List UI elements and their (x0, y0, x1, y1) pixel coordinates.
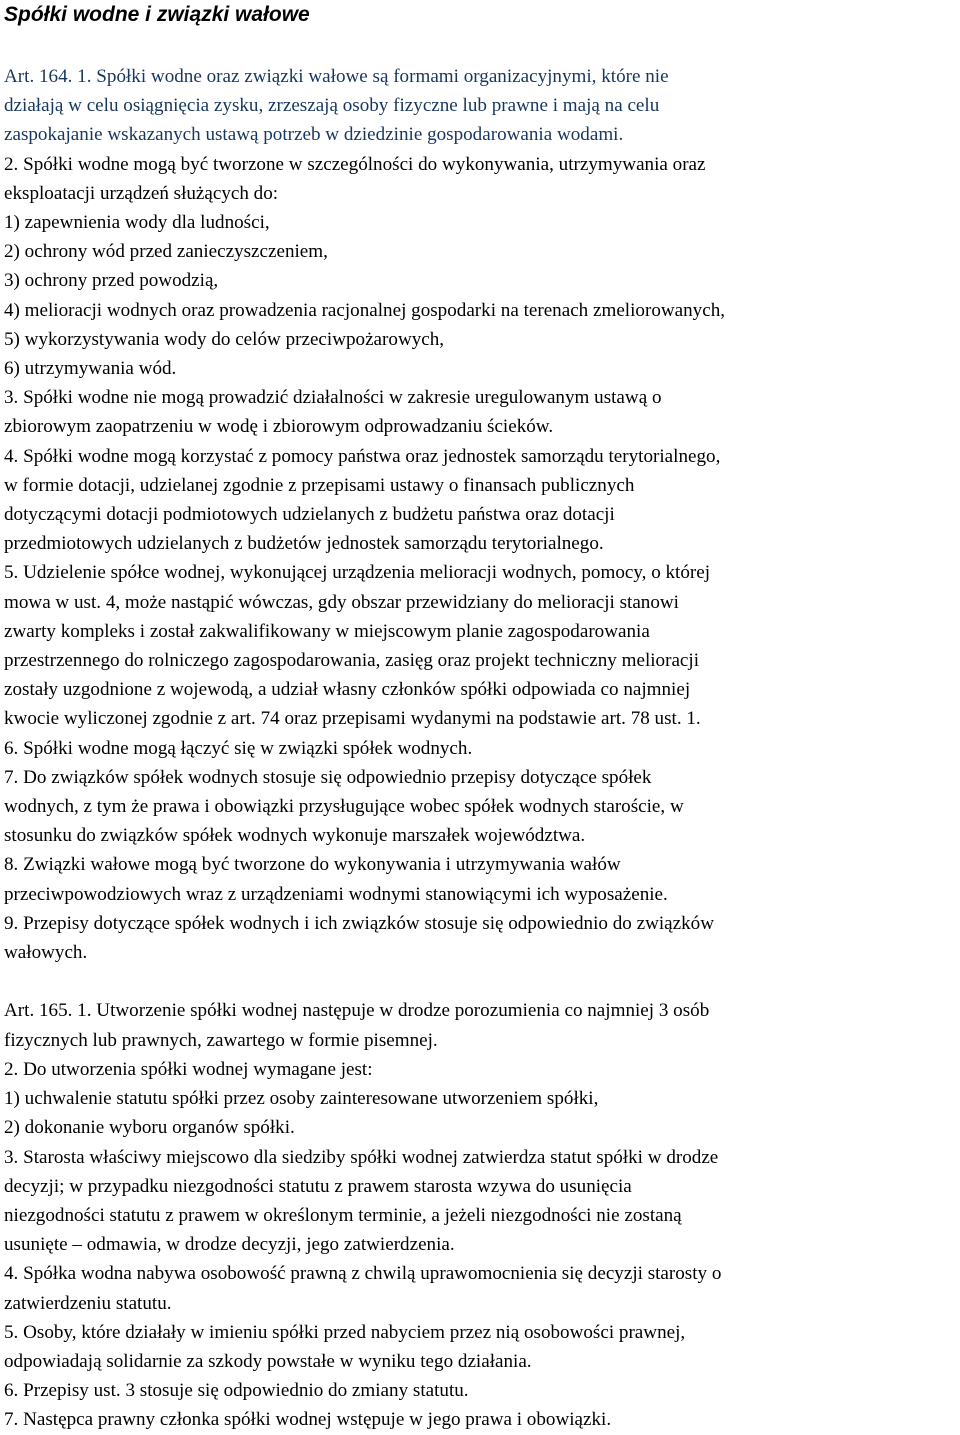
text-line: zbiorowym zaopatrzeniu w wodę i zbiorowym odprowadzaniu ścieków. (4, 416, 554, 438)
text-line: 9. Przepisy dotyczące spółek wodnych i ich związków stosuje się odpowiednio do związków (4, 912, 715, 934)
spacer (4, 29, 956, 62)
text-line: działają w celu osiągnięcia zysku, zrzeszają osoby fizyczne lub prawne i mają na celu (4, 95, 660, 117)
text-line: eksploatacji urządzeń służących do: (4, 182, 279, 204)
text-line: przeciwpowodziowych wraz z urządzeniami wodnymi stanowiącymi ich wyposażenie. (4, 883, 668, 905)
text-line: 4. Spółka wodna nabywa osobowość prawną z chwilą uprawomocnienia się decyzji starosty o (4, 1263, 722, 1285)
text-line: wałowych. (4, 942, 88, 964)
article-164 (4, 62, 956, 967)
article-165 (4, 996, 956, 1434)
text-line: 1) zapewnienia wody dla ludności, (4, 212, 270, 234)
text-line: 2. Spółki wodne mogą być tworzone w szczególności do wykonywania, utrzymywania oraz (4, 153, 706, 175)
text-line: 3. Starosta właściwy miejscowo dla siedziby spółki wodnej zatwierdza statut spółki w drodze (4, 1146, 719, 1168)
text-line: 5. Osoby, które działały w imieniu spółki przed nabyciem przez nią osobowości prawnej, (4, 1321, 686, 1343)
text-line: 3) ochrony przed powodzią, (4, 270, 219, 292)
text-line: 2) dokonanie wyboru organów spółki. (4, 1117, 295, 1139)
text-line: Art. 165. 1. Utworzenie spółki wodnej następuje w drodze porozumienia co najmniej 3 osób (4, 1000, 710, 1022)
text-line: mowa w ust. 4, może nastąpić wówczas, gdy obszar przewidziany do melioracji stanowi (4, 591, 679, 613)
text-line: 6. Spółki wodne mogą łączyć się w związki spółek wodnych. (4, 737, 473, 759)
page-title: Spółki wodne i związki wałowe (4, 3, 310, 26)
text-line: zwarty kompleks i został zakwalifikowany w miejscowym planie zagospodarowania (4, 620, 650, 642)
text-line: zatwierdzeniu statutu. (4, 1292, 172, 1314)
text-line: kwocie wyliczonej zgodnie z art. 74 oraz przepisami wydanymi na podstawie art. 78 ust. 1. (4, 708, 701, 730)
text-line: niezgodności statutu z prawem w określonym terminie, a jeżeli niezgodności nie zostaną (4, 1204, 682, 1226)
text-line: stosunku do związków spółek wodnych wykonuje marszałek województwa. (4, 825, 586, 847)
paragraph-spacer (4, 967, 956, 996)
text-line: fizycznych lub prawnych, zawartego w formie pisemnej. (4, 1029, 438, 1051)
text-line: 1) uchwalenie statutu spółki przez osoby zainteresowane utworzeniem spółki, (4, 1088, 599, 1110)
text-line: dotyczącymi dotacji podmiotowych udzielanych z budżetu państwa oraz dotacji (4, 504, 615, 526)
text-line: 5. Udzielenie spółce wodnej, wykonującej urządzenia melioracji wodnych, pomocy, o której (4, 562, 711, 584)
text-line: 8. Związki wałowe mogą być tworzone do wykonywania i utrzymywania wałów (4, 854, 621, 876)
text-line: usunięte – odmawia, w drodze decyzji, jego zatwierdzenia. (4, 1234, 455, 1256)
text-line: przedmiotowych udzielanych z budżetów jednostek samorządu terytorialnego. (4, 533, 604, 555)
text-line: 6. Przepisy ust. 3 stosuje się odpowiednio do zmiany statutu. (4, 1380, 469, 1402)
text-line: 4) melioracji wodnych oraz prowadzenia racjonalnej gospodarki na terenach zmeliorowanych, (4, 299, 726, 321)
text-line: 5) wykorzystywania wody do celów przeciwpożarowych, (4, 328, 445, 350)
text-line: Art. 164. 1. Spółki wodne oraz związki wałowe są formami organizacyjnymi, które nie (4, 66, 669, 87)
text-line: zaspokajanie wskazanych ustawą potrzeb w dziedzinie gospodarowania wodami. (4, 124, 624, 146)
text-line: wodnych, z tym że prawa i obowiązki przysługujące wobec spółek wodnych staroście, w (4, 796, 684, 818)
text-line: odpowiadają solidarnie za szkody powstałe w wyniku tego działania. (4, 1350, 532, 1372)
text-line: zostały uzgodnione z wojewodą, a udział własny członków spółki odpowiada co najmniej (4, 679, 691, 701)
text-line: 2) ochrony wód przed zanieczyszczeniem, (4, 241, 328, 263)
text-line: 4. Spółki wodne mogą korzystać z pomocy państwa oraz jednostek samorządu terytorialnego, (4, 445, 721, 467)
text-line: w formie dotacji, udzielanej zgodnie z przepisami ustawy o finansach publicznych (4, 474, 635, 496)
text-line: 7. Do związków spółek wodnych stosuje się odpowiednio przepisy dotyczące spółek (4, 766, 652, 788)
text-line: 7. Następca prawny członka spółki wodnej wstępuje w jego prawa i obowiązki. (4, 1409, 612, 1431)
text-line: 3. Spółki wodne nie mogą prowadzić działalności w zakresie uregulowanym ustawą o (4, 387, 662, 409)
text-line: decyzji; w przypadku niezgodności statutu z prawem starosta wzywa do usunięcia (4, 1175, 632, 1197)
text-line: 6) utrzymywania wód. (4, 358, 177, 380)
text-line: przestrzennego do rolniczego zagospodarowania, zasięg oraz projekt techniczny melioracji (4, 650, 700, 672)
text-line: 2. Do utworzenia spółki wodnej wymagane jest: (4, 1058, 373, 1080)
